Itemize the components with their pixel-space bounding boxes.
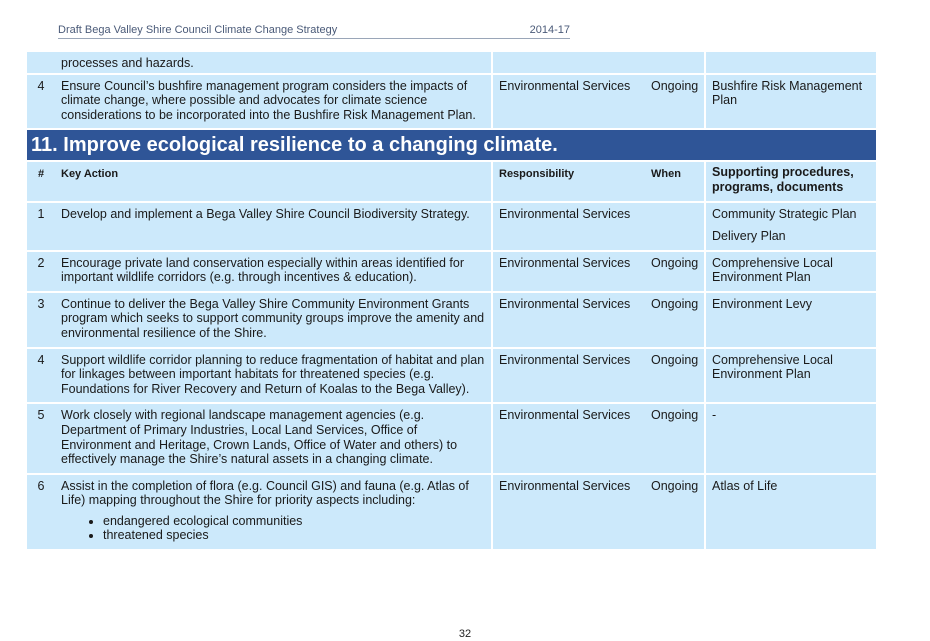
page-number: 32 <box>458 628 472 640</box>
table-row <box>27 293 876 349</box>
supporting-doc: Comprehensive Local Environment Plan <box>712 352 833 382</box>
list-item: • threatened species <box>103 528 485 543</box>
when-cell <box>649 52 706 73</box>
supporting-docs-cell <box>706 404 876 472</box>
key-action-cell <box>55 475 493 549</box>
supporting-doc: Atlas of Life <box>712 478 778 493</box>
key-action-cell: Develop and implement a Bega Valley Shire Council Biodiversity Strategy. <box>55 203 493 249</box>
when-cell: Ongoing <box>649 293 706 347</box>
row-number: 4 <box>37 78 45 93</box>
document-year: 2014-17 <box>529 24 570 36</box>
supporting-docs-cell <box>706 349 876 403</box>
key-action-cell: processes and hazards. <box>55 52 493 73</box>
key-action-cell: Continue to deliver the Bega Valley Shire Community Environment Grants program which seeks to support community groups improve the amenity and environmental resilience of the Shire. <box>55 293 493 347</box>
supporting-doc: Environment Levy <box>712 296 813 311</box>
when-cell: Ongoing <box>649 252 706 291</box>
responsibility-cell: Environmental Services <box>499 478 631 493</box>
supporting-doc: Delivery Plan <box>712 228 786 243</box>
row-number: 2 <box>37 255 45 270</box>
responsibility-cell: Environmental Services <box>499 255 631 270</box>
section-heading: 11. Improve ecological resilience to a changing climate. <box>27 130 876 162</box>
supporting-docs-cell <box>706 252 876 291</box>
priority-aspects-list <box>61 514 485 543</box>
when-cell: Ongoing <box>649 475 706 549</box>
responsibility-cell: Environmental Services <box>499 408 631 423</box>
responsibility-cell: Environmental Services <box>499 296 631 311</box>
list-item: • endangered ecological communities <box>103 514 485 529</box>
column-header-responsibility: Responsibility <box>499 168 575 181</box>
supporting-doc: Bushfire Risk Management Plan <box>712 78 863 108</box>
responsibility-cell: Environmental Services <box>499 207 631 222</box>
when-cell: Ongoing <box>649 75 706 129</box>
row-number <box>27 52 55 73</box>
column-header-number: # <box>37 168 45 181</box>
row-number: 6 <box>37 478 45 493</box>
supporting-docs-cell <box>706 52 876 73</box>
key-action-cell: Work closely with regional landscape management agencies (e.g. Department of Primary Industries, Local Land Services, Office of Environment and Heritage, Crown Lands, Office of Water and others) to effectively manage the Shire’s natural assets in a changing climate. <box>55 404 493 472</box>
row-number: 5 <box>37 408 45 423</box>
row-number: 1 <box>37 207 45 222</box>
when-cell: Ongoing <box>649 349 706 403</box>
table-row <box>27 203 876 251</box>
table-row <box>27 252 876 293</box>
column-header-key-action: Key Action <box>55 162 493 201</box>
key-action-cell: Support wildlife corridor planning to reduce fragmentation of habitat and plan for linkages between important habitats for threatened species (e.g. Foundations for River Recovery and Return of Koalas to the Bega Valley). <box>55 349 493 403</box>
column-header-when: When <box>649 162 706 201</box>
when-cell <box>649 203 706 249</box>
column-header-supporting-docs: Supporting procedures, programs, documents <box>712 165 854 195</box>
supporting-doc: - <box>712 408 717 423</box>
supporting-docs-cell <box>706 293 876 347</box>
table-row-continued <box>27 52 876 75</box>
responsibility-cell <box>493 52 649 73</box>
supporting-docs-cell <box>706 203 876 249</box>
supporting-docs-cell <box>706 75 876 129</box>
document-title: Draft Bega Valley Shire Council Climate Change Strategy <box>58 24 338 36</box>
key-action-cell: Encourage private land conservation especially within areas identified for important wildlife corridors (e.g. through incentives & education). <box>55 252 493 291</box>
key-action-cell: Ensure Council’s bushfire management program considers the impacts of climate change, where possible and advocates for climate science considerations to be incorporated into the Bushfire Risk Management Plan. <box>55 75 493 129</box>
supporting-docs-cell <box>706 475 876 549</box>
responsibility-cell: Environmental Services <box>499 78 631 93</box>
key-action-text: Assist in the completion of flora (e.g. Council GIS) and fauna (e.g. Atlas of Life) mapping throughout the Shire for priority aspects including: <box>61 478 469 508</box>
row-number: 3 <box>37 296 45 311</box>
table-row <box>27 475 876 551</box>
supporting-doc: Community Strategic Plan <box>712 207 857 222</box>
supporting-doc: Comprehensive Local Environment Plan <box>712 255 833 285</box>
table-row <box>27 404 876 474</box>
running-header <box>58 24 570 39</box>
when-cell: Ongoing <box>649 404 706 472</box>
table-row <box>27 349 876 405</box>
row-number: 4 <box>37 352 45 367</box>
column-header-row <box>27 162 876 203</box>
responsibility-cell: Environmental Services <box>499 352 631 367</box>
action-table <box>27 52 876 551</box>
table-row <box>27 75 876 131</box>
